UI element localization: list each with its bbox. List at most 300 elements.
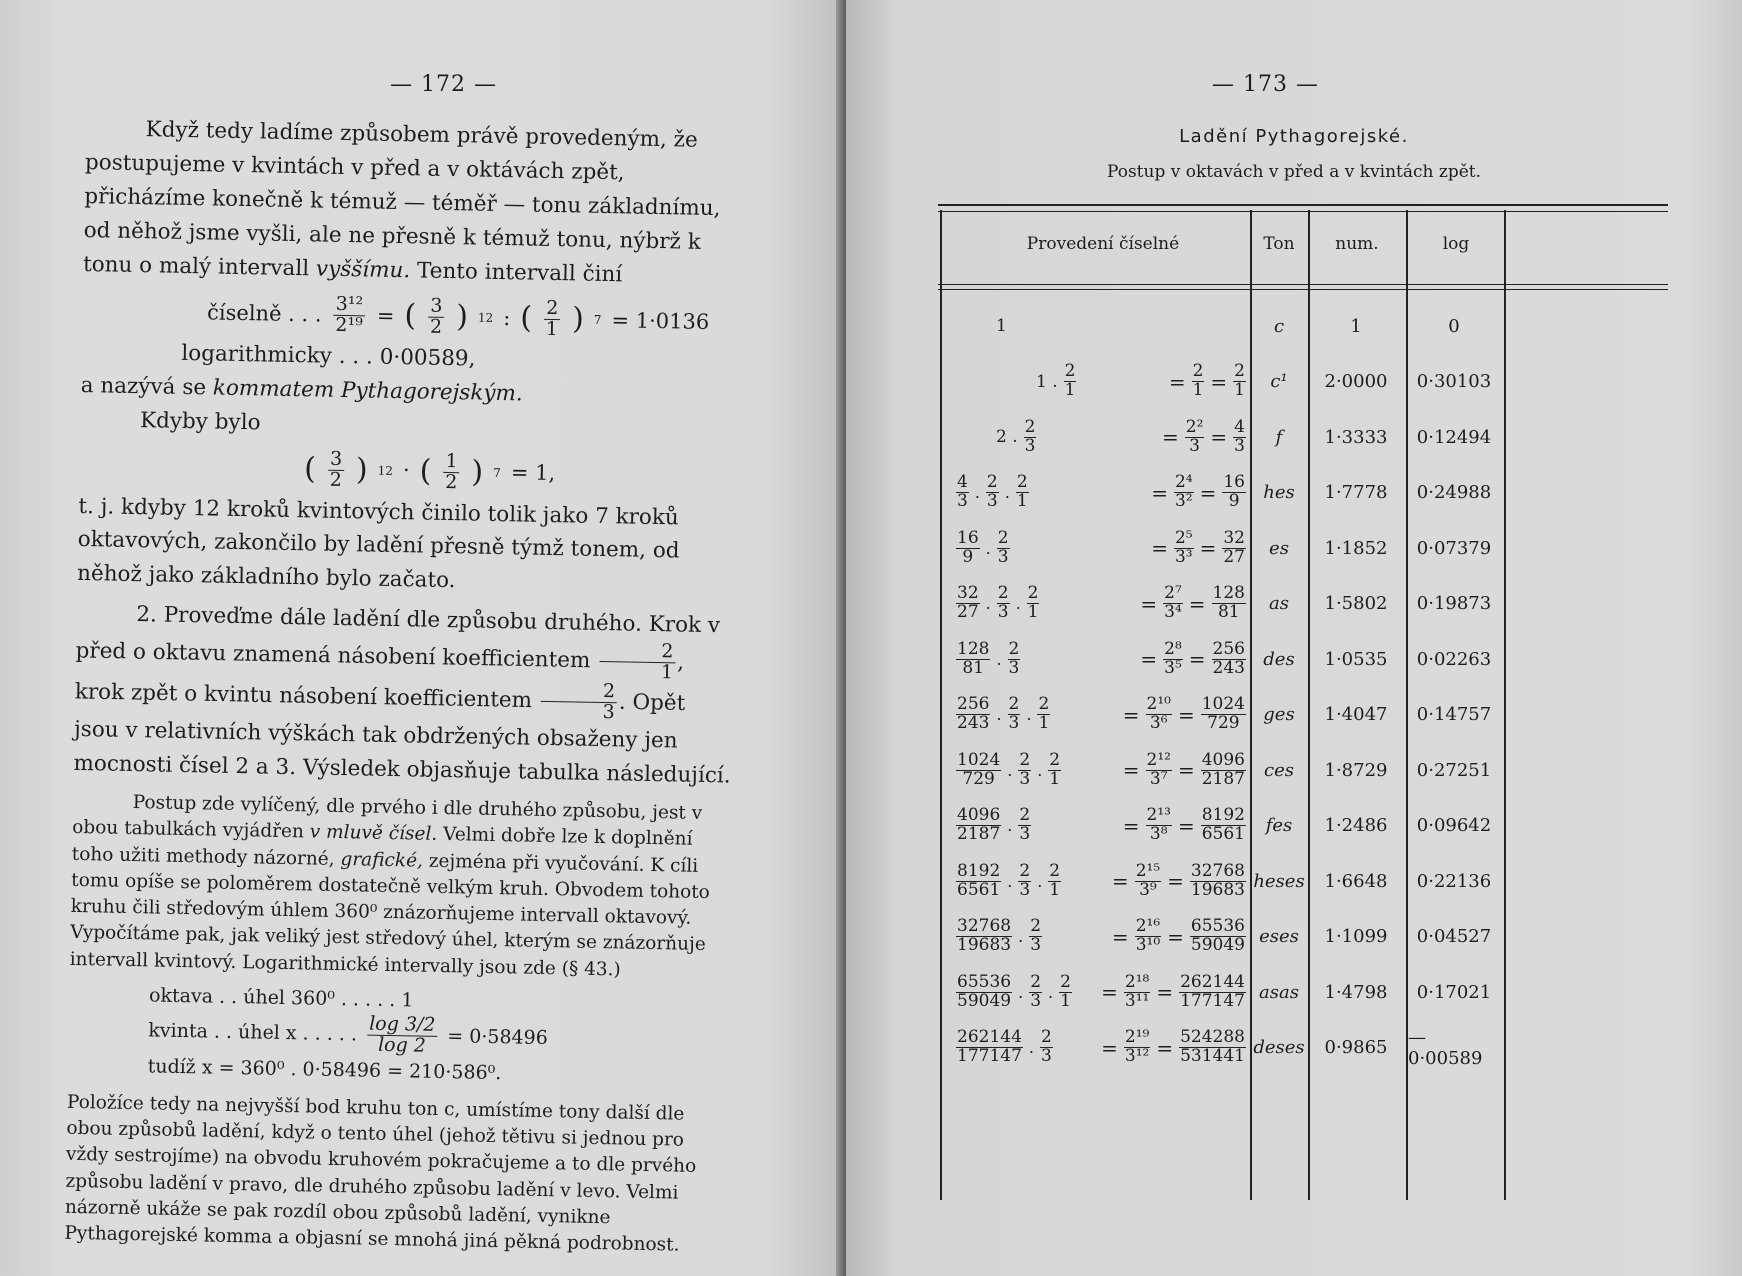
numerator: 65536: [1190, 916, 1245, 937]
fraction: [997, 585, 1010, 622]
denominator: 3¹⁰: [1135, 935, 1161, 955]
numerator: 2: [1234, 361, 1245, 382]
fraction: [1192, 363, 1205, 400]
table-row: [938, 796, 1668, 856]
denominator: 3³: [1174, 546, 1193, 567]
numerator: 2: [1041, 1027, 1052, 1048]
page-number: — 172 —: [390, 72, 497, 97]
num-cell: 1·8729: [1324, 759, 1388, 781]
expression-cell: [956, 407, 1246, 467]
numerator: 2: [1019, 749, 1031, 770]
log-cell: 0·19873: [1416, 593, 1492, 614]
fraction: [1190, 860, 1246, 900]
numerator: 65536: [957, 971, 1012, 992]
equals: =: [1168, 369, 1186, 394]
dot: .: [1037, 760, 1043, 780]
numerator: 4: [1234, 416, 1245, 437]
dot: .: [1048, 982, 1054, 1002]
numerator: 2⁸: [1164, 638, 1182, 659]
equals: =: [1111, 924, 1129, 949]
denominator: 59049: [957, 990, 1012, 1011]
table-row: [938, 574, 1668, 634]
fraction: [1124, 971, 1150, 1011]
text: kommatem Pythagorejským.: [212, 375, 523, 407]
text: vyššímu.: [315, 256, 411, 284]
numerator: 2: [1049, 749, 1061, 770]
denominator: 19683: [957, 935, 1012, 955]
num-cell: 2·0000: [1324, 371, 1388, 392]
numerator: 2: [1027, 583, 1039, 604]
expression-cell: [956, 796, 1246, 856]
denominator: 3: [1234, 435, 1245, 456]
denominator: 3¹¹: [1124, 990, 1150, 1011]
denominator: 1: [660, 661, 674, 684]
left-text: [64, 112, 746, 1260]
text: v mluvě čísel.: [309, 821, 438, 846]
numerator: 8192: [957, 860, 1001, 881]
header-log: log: [1442, 234, 1470, 254]
paragraph: Položíce tedy na nejvyšší bod kruhu ton c, umístíme tony další dle obou způsobů ladění, když o tento úhel (jehož tětivu si jednou pro vždy sestrojíme) na obvodu kruhovém pokračujeme a to dle prvého způsobu ladění v pravo, dle druhého způsobu ladění v levo. Velmi názorně ukáže se pak rozdíl obou způsobů ladění, vynikne Pythagorejské komma a objasní se mnohá jiná pěkná podrobnost.: [64, 1091, 697, 1256]
fraction: [443, 449, 460, 493]
denominator: 3: [1030, 935, 1042, 955]
expression-cell: [956, 352, 1246, 412]
dot: .: [996, 705, 1002, 724]
formula-label: číselně . . .: [206, 300, 322, 327]
dot: .: [1018, 982, 1024, 1002]
fraction: [956, 527, 980, 567]
fraction: [540, 681, 617, 723]
log-cell: 0·04527: [1416, 926, 1492, 947]
num-cell: 1·6648: [1324, 870, 1388, 892]
denominator: 9: [962, 546, 974, 567]
fraction: [1029, 918, 1042, 955]
fraction: [544, 296, 561, 340]
numerator: 524288: [1180, 1027, 1245, 1048]
fraction: [1018, 807, 1031, 844]
fraction: [1146, 807, 1172, 844]
ton-cell: c¹: [1270, 371, 1288, 392]
ton-cell: asas: [1259, 981, 1299, 1003]
header-num: num.: [1335, 234, 1379, 254]
num-cell: 1·5802: [1324, 593, 1388, 614]
fraction: [956, 971, 1012, 1011]
text: Velmi dobře lze k doplnění toho užiti methody názorné,: [71, 824, 693, 870]
colon: :: [503, 305, 511, 330]
dot: .: [996, 649, 1002, 669]
calc-oktava: oktava . . úhel 360⁰ . . . . . 1: [148, 984, 414, 1012]
fraction: [1163, 638, 1183, 678]
paren: (: [520, 300, 533, 336]
table-subtitle: Postup v oktavách v před a v kvintách zpět.: [1106, 162, 1482, 182]
denominator: 1: [545, 317, 559, 340]
result: = 1,: [510, 460, 556, 486]
fraction: [1024, 416, 1037, 456]
numerator: 2⁷: [1164, 583, 1182, 604]
denominator: 2: [329, 468, 343, 491]
denominator: 3⁷: [1149, 768, 1168, 789]
exponent: 7: [593, 312, 602, 327]
denominator: 59049: [1190, 935, 1245, 955]
table-title: Ladění Pythagorejské.: [1179, 126, 1409, 147]
num-cell: 1: [1350, 315, 1362, 337]
fraction: [1135, 918, 1161, 955]
fraction: [1040, 1029, 1053, 1066]
numerator: 3: [328, 449, 344, 470]
text: 2. Proveďme dále ladění dle způsobu druhého. Krok v před o oktavu znamená násobení koefficientem: [75, 602, 721, 674]
dot: .: [1004, 483, 1010, 502]
numerator: 2⁴: [1174, 472, 1193, 493]
expression-cell: [956, 851, 1246, 911]
expression-cell: [956, 1018, 1246, 1078]
numerator: 262144: [1180, 971, 1245, 992]
num-cell: 1·4798: [1324, 981, 1388, 1003]
paren: (: [419, 453, 432, 489]
denominator: 531441: [1180, 1046, 1245, 1066]
ton-cell: hes: [1263, 482, 1295, 503]
expression-cell: [956, 574, 1246, 634]
equals: =: [1156, 980, 1174, 1004]
text: , krok zpět o kvintu násobení koefficientem: [74, 650, 685, 714]
paren: ): [455, 299, 469, 335]
numerator: 1: [443, 452, 459, 473]
log-cell: 0·02263: [1416, 648, 1492, 670]
denominator: 9: [1228, 491, 1240, 511]
fraction: [1018, 860, 1031, 900]
denominator: 177147: [957, 1046, 1022, 1066]
dot: .: [1028, 1038, 1034, 1057]
header-ton: Ton: [1263, 234, 1295, 254]
numerator: 2: [599, 641, 675, 663]
paragraph: [73, 597, 736, 793]
numerator: 2: [544, 299, 560, 320]
text: grafické,: [340, 848, 424, 872]
paren: (: [404, 298, 417, 334]
equals: =: [1188, 647, 1206, 671]
fraction: [1222, 474, 1246, 511]
ton-cell: fes: [1265, 815, 1293, 836]
log-cell: 0·17021: [1416, 981, 1492, 1003]
numerator: 2: [1019, 860, 1031, 881]
ton-cell: deses: [1253, 1037, 1305, 1058]
log-cell: 0·24988: [1416, 482, 1492, 503]
numerator: 2: [541, 681, 617, 703]
denominator: 243: [957, 713, 990, 733]
numerator: 2: [997, 527, 1009, 548]
fraction: [1233, 363, 1246, 400]
numerator: 2⁵: [1174, 527, 1193, 548]
table-row: [938, 352, 1668, 412]
numerator: 2: [986, 472, 998, 493]
numerator: 2: [1016, 472, 1028, 493]
fraction: [1201, 807, 1246, 844]
numerator: 2: [1038, 694, 1050, 715]
table-row: [938, 407, 1668, 467]
numerator: 3¹²: [334, 295, 366, 317]
num-cell: 1·1099: [1324, 926, 1388, 947]
paren: ): [471, 454, 484, 490]
numerator: 2: [1060, 971, 1071, 992]
fraction: [367, 1012, 438, 1057]
table-row: [938, 629, 1668, 689]
fraction: [956, 585, 980, 622]
expression-cell: [956, 740, 1246, 800]
numerator: 3: [428, 296, 444, 317]
formula-kdyby: [304, 449, 740, 498]
dot: .: [1037, 871, 1043, 891]
fraction: [1174, 527, 1194, 567]
fraction: [1190, 918, 1246, 955]
equals: =: [1122, 702, 1140, 727]
equals: =: [1122, 813, 1140, 838]
dot: .: [1015, 594, 1021, 613]
equals: =: [1151, 536, 1168, 560]
page-number: — 173 —: [1212, 72, 1319, 97]
table-row: [938, 296, 1668, 356]
paragraph: [69, 789, 732, 985]
num-cell: 1·4047: [1324, 704, 1388, 725]
denominator: 3: [1041, 1046, 1052, 1066]
expression-cell: [956, 463, 1246, 523]
fraction: [1008, 638, 1021, 678]
fraction: [956, 474, 969, 511]
ton-cell: des: [1263, 648, 1295, 670]
numerator: 32: [1223, 527, 1245, 548]
paren: (: [303, 451, 317, 487]
numerator: 16: [957, 527, 979, 548]
tuning-table: [938, 204, 1668, 1204]
denominator: 1: [1234, 380, 1245, 400]
expression-cell: [956, 518, 1246, 578]
denominator: 3: [957, 491, 968, 511]
fraction: [599, 641, 676, 683]
table-row: [938, 518, 1668, 578]
table-row: [938, 740, 1668, 800]
dot: .: [1026, 705, 1032, 724]
numerator: 2¹⁹: [1124, 1027, 1150, 1048]
numerator: 2: [1049, 860, 1061, 881]
fraction: [956, 860, 1001, 900]
denominator: 243: [1212, 657, 1245, 678]
numerator: 32768: [957, 916, 1012, 937]
fraction: [1008, 696, 1021, 733]
dot: .: [1007, 871, 1013, 891]
numerator: 2: [1192, 361, 1204, 382]
numerator: 4096: [957, 805, 1001, 826]
ton-cell: ges: [1263, 704, 1295, 725]
table-row: [938, 962, 1668, 1022]
denominator: 27: [1223, 546, 1245, 567]
fraction: [328, 449, 345, 490]
equals: =: [1101, 980, 1118, 1004]
table-rule: [938, 204, 1668, 212]
equals: =: [1188, 591, 1206, 616]
fraction: [997, 527, 1010, 567]
numerator: 2: [1030, 971, 1042, 992]
numerator: 2²: [1185, 416, 1204, 437]
equals: =: [1177, 813, 1195, 838]
fraction: [1016, 474, 1029, 511]
text: Tento intervall činí: [409, 258, 623, 288]
denominator: 3: [1024, 435, 1036, 456]
page-172: [0, 0, 850, 1276]
denominator: 2: [444, 470, 458, 493]
denominator: 3: [602, 701, 615, 724]
numerator: 2¹²: [1146, 749, 1171, 770]
page-173: [846, 0, 1742, 1276]
dot: ·: [402, 458, 410, 483]
fraction: [956, 1029, 1023, 1066]
denominator: 3: [1008, 657, 1020, 678]
denominator: 3⁴: [1164, 602, 1182, 622]
ton-cell: f: [1275, 426, 1283, 448]
dot: .: [985, 594, 991, 613]
num-cell: 1·2486: [1324, 815, 1388, 836]
fraction: [1135, 860, 1161, 900]
numerator: 256: [1212, 638, 1245, 659]
numerator: 32: [957, 583, 979, 604]
equals: =: [1101, 1035, 1118, 1060]
fraction: [1018, 749, 1031, 789]
ton-cell: eses: [1259, 926, 1299, 947]
fraction: [1037, 696, 1050, 733]
equals: =: [1122, 758, 1140, 782]
fraction: [1027, 585, 1040, 622]
log-cell: 0·27251: [1416, 759, 1492, 781]
denominator: 3: [1019, 824, 1031, 844]
paren: ): [355, 452, 369, 488]
numerator: 1024: [1201, 694, 1245, 715]
denominator: 1: [1064, 380, 1076, 400]
equals: =: [1177, 702, 1195, 727]
fraction: [986, 474, 999, 511]
fraction: [1212, 638, 1246, 678]
denominator: 3: [1019, 768, 1031, 789]
ton-cell: as: [1269, 593, 1289, 614]
denominator: 3: [986, 491, 998, 511]
denominator: 3²: [1174, 491, 1193, 511]
denominator: 27: [957, 602, 979, 622]
denominator: 3⁵: [1164, 657, 1182, 678]
fraction: [1179, 971, 1246, 1011]
table-row: [938, 685, 1668, 745]
equals: =: [1210, 369, 1228, 394]
denominator: 1: [1016, 491, 1028, 511]
text: a nazývá se: [80, 372, 214, 401]
denominator: 1: [1038, 713, 1050, 733]
paragraph: [83, 112, 746, 294]
dot: .: [1007, 816, 1013, 835]
ton-cell: ces: [1264, 759, 1294, 781]
table-row: [938, 1018, 1668, 1078]
denominator: 81: [962, 657, 985, 678]
numerator: 262144: [957, 1027, 1022, 1048]
denominator: 1: [1049, 768, 1061, 789]
expression-cell: [956, 629, 1246, 689]
numerator: 2: [1019, 805, 1031, 826]
denominator: 3: [997, 546, 1009, 567]
denominator: 19683: [1190, 879, 1245, 900]
denominator: 81: [1217, 602, 1240, 622]
paragraph: Kdyby bylo: [139, 407, 261, 436]
log-cell: 0·22136: [1416, 870, 1492, 892]
fraction: [1048, 860, 1061, 900]
numerator: 256: [957, 694, 990, 715]
fraction: [1059, 971, 1072, 1011]
denominator: 6561: [1201, 824, 1245, 844]
equals: =: [1167, 869, 1184, 893]
denominator: 6561: [957, 879, 1001, 900]
denominator: 177147: [1180, 990, 1245, 1011]
fraction: [956, 807, 1001, 844]
fraction: [956, 638, 990, 678]
fraction: [333, 292, 365, 337]
fraction: [956, 918, 1012, 955]
header-provedeni: Provedení číselné: [1026, 234, 1180, 254]
table-rule: [938, 284, 1668, 290]
denominator: 3⁶: [1149, 713, 1168, 733]
num-cell: 1·7778: [1324, 482, 1388, 503]
result: = 0·58496: [447, 1025, 549, 1050]
equals: =: [1140, 647, 1158, 671]
equals: =: [1177, 758, 1195, 782]
denominator: 3: [997, 602, 1009, 622]
fraction: [1124, 1029, 1150, 1066]
paragraph: t. j. kdyby 12 kroků kvintových činilo tolik jako 7 kroků oktavových, zakončilo by ladění přesně týmž tonem, od něhož jako základního bylo začato.: [76, 493, 680, 594]
numerator: 2¹⁶: [1135, 916, 1161, 937]
ton-cell: heses: [1253, 870, 1305, 892]
denominator: 3: [1019, 879, 1031, 900]
numerator: 2: [1024, 416, 1036, 437]
fraction: [1163, 585, 1183, 622]
calc-tudiz: tudíž x = 360⁰ . 0·58496 = 210·586⁰.: [147, 1055, 502, 1084]
expression-cell: [956, 685, 1246, 745]
log-cell: — 0·00589: [1408, 1026, 1483, 1069]
table-row: [938, 463, 1668, 523]
num-cell: 0·9865: [1324, 1037, 1388, 1058]
expression-cell: [956, 907, 1246, 967]
denominator: 3¹²: [1124, 1046, 1150, 1066]
numerator: 4: [957, 472, 968, 493]
log-cell: 0·14757: [1416, 704, 1492, 725]
numerator: 2: [1030, 916, 1042, 937]
table-row: [938, 851, 1668, 911]
log-cell: 0·09642: [1416, 815, 1492, 836]
fraction: [1146, 696, 1172, 733]
fraction: [428, 296, 445, 337]
expression-cell: [956, 962, 1246, 1022]
fraction: [1174, 474, 1194, 511]
numerator: 2: [1064, 361, 1076, 382]
numerator: 128: [957, 638, 990, 659]
exponent: 12: [377, 463, 394, 478]
numerator: 1024: [957, 749, 1001, 770]
numerator: 2¹⁰: [1146, 694, 1171, 715]
denominator: log 2: [377, 1033, 427, 1057]
dot: .: [1007, 760, 1013, 780]
dot: .: [1018, 927, 1024, 946]
numerator: 2¹⁵: [1135, 860, 1161, 881]
fraction: [1048, 749, 1061, 789]
ton-cell: c: [1273, 315, 1285, 337]
denominator: 3: [1008, 713, 1020, 733]
text: Postup zde vylíčený, dle prvého i dle druhého způsobu, jest v obou tabulkách vyjádřen: [72, 792, 703, 843]
formula-log: logarithmicky . . . 0·00589,: [181, 340, 476, 372]
equals: =: [1167, 924, 1184, 949]
equals: =: [1140, 591, 1158, 616]
expression-start: 1 .: [1036, 371, 1058, 392]
fraction: [956, 696, 990, 733]
text: Když tedy ladíme způsobem právě provedeným, že postupujeme v kvintách v před a v oktávách zpět, přicházíme konečně k témuž — téměř — tonu základnímu, od něhož jsme vyšli, ale ne přesně k témuž tonu, nýbrž k tonu o malý intervall: [82, 117, 721, 282]
